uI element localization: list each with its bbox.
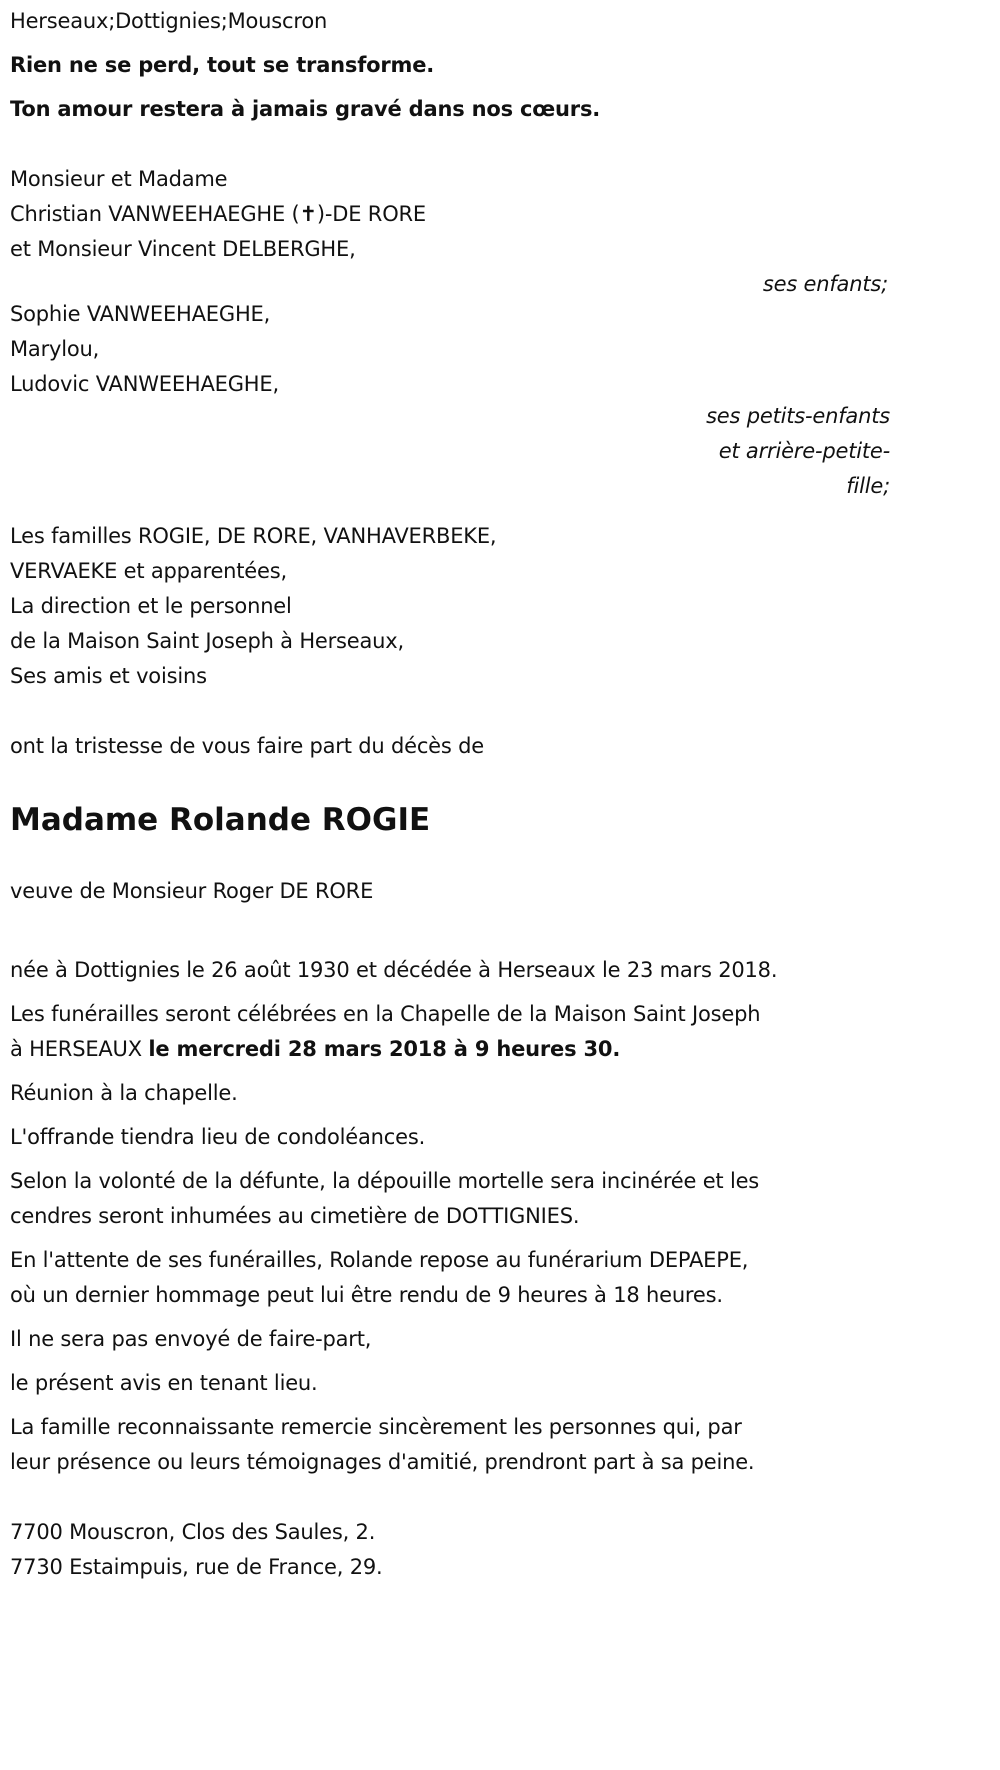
thanks-line-1: La famille reconnaissante remercie sincèrement les personnes qui, par (10, 1415, 742, 1439)
children-line: et Monsieur Vincent DELBERGHE, (10, 237, 356, 261)
families-line: La direction et le personnel (10, 594, 292, 618)
families-line: Ses amis et voisins (10, 664, 207, 688)
birth-death-line: née à Dottignies le 26 août 1930 et décédée à Herseaux le 23 mars 2018. (10, 958, 778, 982)
children-section (10, 162, 890, 302)
funeral-place: à HERSEAUX (10, 1037, 149, 1061)
grandchildren-line: Sophie VANWEEHAEGHE, (10, 302, 271, 326)
no-card-line-1: Il ne sera pas envoyé de faire-part, (10, 1327, 372, 1351)
grandchildren-role-line: et arrière-petite- (718, 439, 890, 463)
children-line: Monsieur et Madame (10, 167, 228, 191)
addresses (10, 1515, 890, 1585)
funerarium-line-2: où un dernier hommage peut lui être rendu de 9 heures à 18 heures. (10, 1283, 723, 1307)
funeral-info (10, 997, 890, 1067)
thanks-line-2: leur présence ou leurs témoignages d'amitié, prendront part à sa peine. (10, 1450, 755, 1474)
children-line: Christian VANWEEHAEGHE (✝)-DE RORE (10, 202, 426, 226)
cremation-line-2: cendres seront inhumées au cimetière de DOTTIGNIES. (10, 1204, 580, 1228)
address-line: 7730 Estaimpuis, rue de France, 29. (10, 1555, 383, 1579)
spacer (10, 909, 890, 953)
families-line: VERVAEKE et apparentées, (10, 559, 287, 583)
deceased-name: Madame Rolande ROGIE (10, 802, 431, 838)
meeting-line: Réunion à la chapelle. (10, 1081, 238, 1105)
funerarium-info (10, 1243, 890, 1313)
spacer (10, 1480, 890, 1515)
children-role: ses enfants; (762, 272, 888, 296)
families-line: Les familles ROGIE, DE RORE, VANHAVERBEKE, (10, 524, 497, 548)
offering-line: L'offrande tiendra lieu de condoléances. (10, 1125, 426, 1149)
funeral-datetime: le mercredi 28 mars 2018 à 9 heures 30. (148, 1037, 621, 1061)
families-line: de la Maison Saint Joseph à Herseaux, (10, 629, 404, 653)
grandchildren-role (10, 399, 890, 504)
grandchildren-line: Ludovic VANWEEHAEGHE, (10, 372, 279, 396)
no-card-line-2: le présent avis en tenant lieu. (10, 1371, 318, 1395)
grandchildren-role-line: ses petits-enfants (706, 404, 890, 428)
motto-line-1: Rien ne se perd, tout se transforme. (10, 53, 435, 77)
widow-of: veuve de Monsieur Roger DE RORE (10, 879, 374, 903)
spacer (10, 127, 890, 162)
address-line: 7700 Mouscron, Clos des Saules, 2. (10, 1520, 376, 1544)
spacer (10, 694, 890, 729)
announcement-intro: ont la tristesse de vous faire part du décès de (10, 734, 484, 758)
grandchildren-role-line: fille; (846, 474, 890, 498)
spacer (10, 764, 890, 800)
families-section (10, 519, 890, 694)
funerarium-line-1: En l'attente de ses funérailles, Rolande repose au funérarium DEPAEPE, (10, 1248, 749, 1272)
locations-line: Herseaux;Dottignies;Mouscron (10, 9, 328, 33)
grandchildren-line: Marylou, (10, 337, 100, 361)
grandchildren-section (10, 297, 890, 504)
cremation-line-1: Selon la volonté de la défunte, la dépouille mortelle sera incinérée et les (10, 1169, 760, 1193)
spacer (10, 840, 890, 874)
thanks-info (10, 1410, 890, 1480)
funeral-line-2 (10, 1032, 890, 1067)
cremation-info (10, 1164, 890, 1234)
motto-line-2: Ton amour restera à jamais gravé dans nos cœurs. (10, 97, 601, 121)
funeral-line-1: Les funérailles seront célébrées en la Chapelle de la Maison Saint Joseph (10, 1002, 761, 1026)
